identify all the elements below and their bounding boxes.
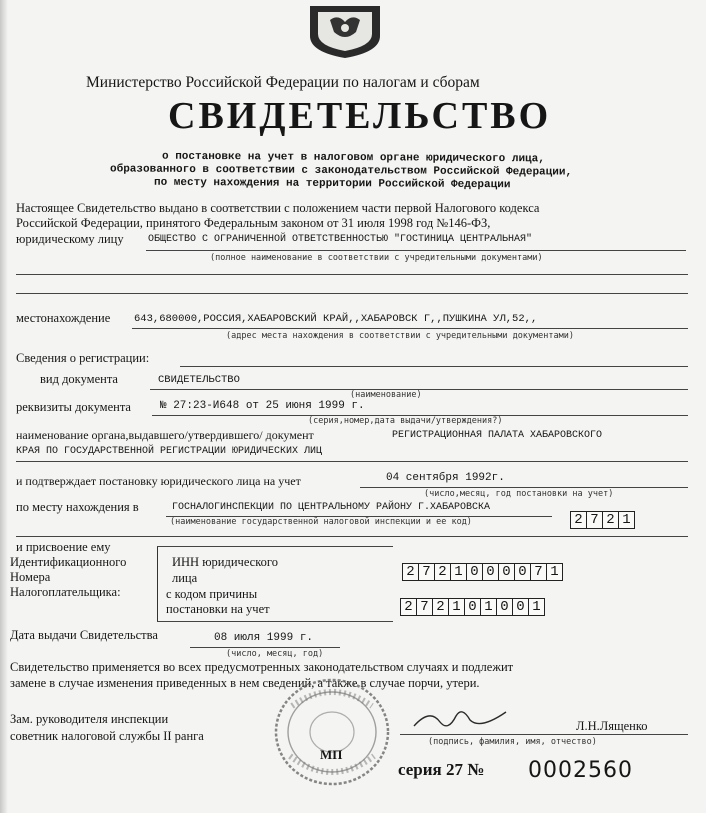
doc-details-value: № 27:23-И648 от 25 июня 1999 г. (160, 400, 365, 412)
issue-date-caption: (число, месяц, год) (226, 649, 324, 659)
inn-digit: 7 (531, 564, 547, 580)
inspection-code-digit: 7 (587, 512, 603, 528)
signature-scribble (410, 704, 510, 734)
place-label: по месту нахождения в (16, 500, 139, 514)
issuer-label: наименование органа,выдавшего/утвердившего/ документ (16, 428, 314, 442)
stamp-label: МП (320, 747, 343, 762)
place-value: ГОСНАЛОГИНСПЕКЦИИ ПО ЦЕНТРАЛЬНОМУ РАЙОНУ Г.ХАБАРОВСКА (172, 502, 491, 513)
inn-digit: 2 (403, 564, 419, 580)
ministry-heading: Министерство Российской Федерации по налогам и сборам (86, 74, 480, 91)
inn-digit: 0 (499, 564, 515, 580)
kpp-digit: 2 (433, 599, 449, 615)
signer-caption: (подпись, фамилия, имя, отчество) (428, 737, 597, 747)
subtitle-line-2: образованного в соответствии с законодательством Российской Федерации, (109, 163, 573, 179)
coat-of-arms-emblem (300, 2, 390, 60)
inn-digit: 7 (419, 564, 435, 580)
signer-title-2: советник налоговой службы II ранга (10, 729, 204, 743)
intro-line-1: Настоящее Свидетельство выдано в соответствии с положением части первой Налогового кодекса (16, 201, 540, 215)
official-stamp (272, 676, 392, 788)
kpp-label-2: постановки на учет (166, 602, 270, 616)
assign-label-1: и присвоение ему (16, 540, 111, 554)
inspection-code (570, 511, 635, 529)
series-label: серия 27 № (398, 760, 485, 779)
document-title: СВИДЕТЕЛЬСТВО (168, 95, 552, 137)
inn-digit: 0 (483, 564, 499, 580)
intro-line-2: Российской Федерации, принятого Федеральным законом от 31 июля 1998 год №146-ФЗ, (16, 216, 491, 230)
registration-label: Сведения о регистрации: (16, 351, 150, 365)
confirm-caption: (число,месяц, год постановки на учет) (424, 489, 614, 499)
issue-date-value: 08 июля 1999 г. (214, 632, 314, 644)
signer-title-1: Зам. руководителя инспекции (10, 712, 169, 726)
inn-label-2: лица (172, 571, 198, 585)
doc-type-label: вид документа (40, 372, 118, 386)
place-caption: (наименование государственной налоговой инспекции и ее код) (170, 517, 472, 527)
scan-edge (0, 0, 8, 813)
entity-name: ОБЩЕСТВО С ОГРАНИЧЕННОЙ ОТВЕТСТВЕННОСТЬЮ "ГОСТИНИЦА ЦЕНТРАЛЬНАЯ" (148, 234, 533, 245)
confirm-label: и подтверждает постановку юридического лица на учет (16, 474, 301, 488)
entity-label: юридическому лицу (16, 232, 124, 246)
serial-number: 0002560 (528, 758, 633, 783)
inn-digit: 1 (451, 564, 467, 580)
location-label: местонахождение (16, 311, 111, 325)
doc-type-value: СВИДЕТЕЛЬСТВО (158, 374, 240, 386)
kpp-digit: 0 (497, 599, 513, 615)
doc-type-caption: (наименование) (350, 390, 422, 400)
inn-digit: 1 (550, 564, 559, 580)
signer-name: Л.Н.Лященко (576, 719, 648, 733)
kpp-digit: 2 (401, 599, 417, 615)
assign-label-4: Налогоплательщика: (10, 585, 121, 599)
location-caption: (адрес места нахождения в соответствии с учредительными документами) (226, 331, 574, 341)
entity-caption: (полное наименование в соответствии с учредительными документами) (210, 253, 543, 263)
subtitle-line-1: о постановке на учет в налоговом органе юридического лица, (161, 150, 545, 166)
inn-label-1: ИНН юридического (172, 555, 278, 569)
kpp-digits (400, 598, 545, 616)
confirm-value: 04 сентября 1992г. (386, 472, 505, 484)
usage-line-2: замене в случае изменения приведенных в нем сведений, а также в случае порчи, утери. (10, 676, 480, 690)
usage-line-1: Свидетельство применяется во всех предусмотренных законодательством случаях и подлежит (10, 660, 514, 674)
kpp-digit: 0 (465, 599, 481, 615)
kpp-digit: 1 (481, 599, 497, 615)
assign-label-2: Идентификационного (10, 555, 127, 569)
kpp-digit: 1 (449, 599, 465, 615)
kpp-digit: 7 (417, 599, 433, 615)
issuer-value-1: РЕГИСТРАЦИОННАЯ ПАЛАТА ХАБАРОВСКОГО (392, 430, 603, 441)
inn-digit: 0 (467, 564, 483, 580)
inn-digit: 2 (435, 564, 451, 580)
kpp-digit: 1 (532, 599, 541, 615)
inn-digit: 0 (515, 564, 531, 580)
kpp-digit: 0 (513, 599, 529, 615)
subtitle-line-3: по месту нахождения на территории Российской Федерации (153, 176, 511, 192)
inn-digits (402, 563, 563, 581)
doc-details-caption: (серия,номер,дата выдачи/утверждения?) (308, 416, 503, 426)
inspection-code-digit: 2 (603, 512, 619, 528)
issue-date-label: Дата выдачи Свидетельства (10, 628, 158, 642)
location-value: 643,680000,РОССИЯ,ХАБАРОВСКИЙ КРАЙ,,ХАБАРОВСК Г,,ПУШКИНА УЛ,52,, (134, 313, 538, 325)
inspection-code-digit: 1 (622, 512, 631, 528)
doc-details-label: реквизиты документа (16, 400, 131, 414)
assign-label-3: Номера (10, 570, 51, 584)
kpp-label-1: с кодом причины (166, 587, 258, 601)
inspection-code-digit: 2 (571, 512, 587, 528)
issuer-value-2: КРАЯ ПО ГОСУДАРСТВЕННОЙ РЕГИСТРАЦИИ ЮРИДИЧЕСКИХ ЛИЦ (16, 446, 323, 457)
